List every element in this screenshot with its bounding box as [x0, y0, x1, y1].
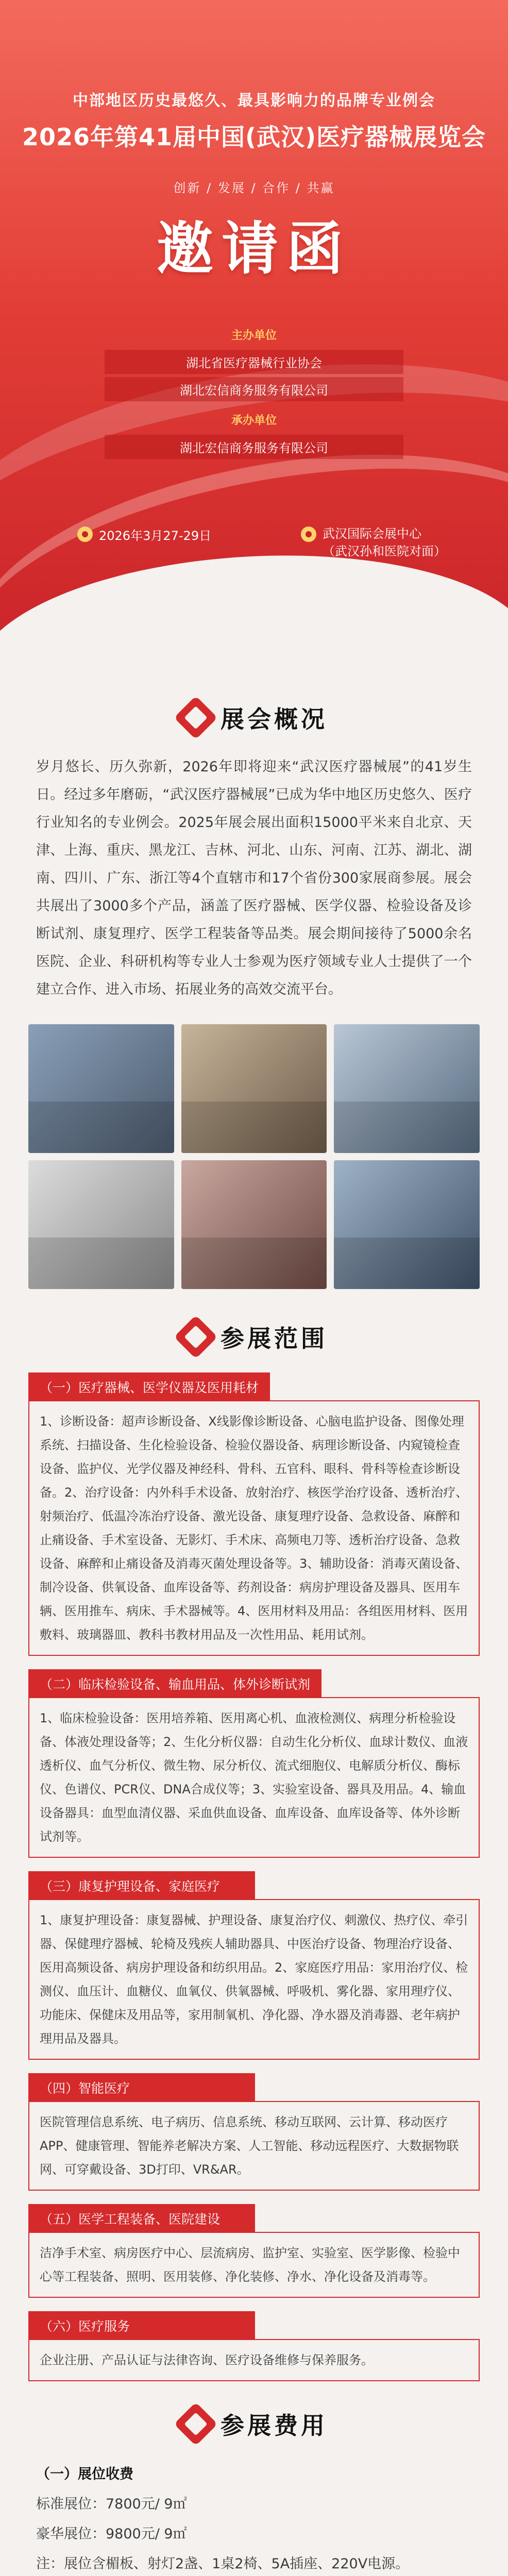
- category-body: 企业注册、产品认证与法律咨询、医疗设备维修与保养服务。: [28, 2339, 480, 2381]
- exhibition-photo: [334, 1160, 480, 1289]
- overview-text: 岁月悠长、历久弥新，2026年即将迎来“武汉医疗器械展”的41岁生日。经过多年磨砺，“武汉医疗器械展”已成为华中地区历史悠久、医疗行业知名的专业例会。2025年展会展出面积15000平米来自北京、天津、上海、重庆、黑龙江、吉林、河北、山东、河南、江苏、湖北、湖南、四川、广东、浙江等4个直辖市和17个省份300家展商参展。展会共展出了3000多个产品，涵盖了医疗器械、医学仪器、检验设备及诊断试剂、康复理疗、医学工程装备等品类。展会期间接待了5000余名医院、企业、科研机构等专业人士参观为医疗领域专业人士提供了一个建立合作、进入市场、拓展业务的高效交流平台。: [36, 759, 472, 997]
- category-body: 1、临床检验设备：医用培养箱、医用离心机、血液检测仪、病理分析检验设备、体液处理设备等；2、生化分析仪器：自动生化分析仪、血球计数仪、血液透析仪、血气分析仪、微生物、尿分析仪、流式细胞仪、电解质分析仪、酶标仪、色谱仪、PCR仪、DNA合成仪等；3、实验室设备、器具及用品。4、输血设备器具：血型血清仪器、采血供血设备、血库设备、血库设备等、体外诊断试剂等。: [28, 1697, 480, 1858]
- organizer-name: 湖北宏信商务服务有限公司: [105, 377, 403, 401]
- booth-note: 注：展位含楣板、射灯2盏、1桌2椅、5A插座、220V电源。: [36, 2556, 410, 2572]
- costs-section: [0, 2407, 508, 2576]
- category-item: [28, 2204, 480, 2298]
- overview-section: [0, 701, 508, 1289]
- category-title: （二）临床检验设备、输血用品、体外诊断试剂: [28, 1669, 321, 1698]
- scope-section: [0, 1320, 508, 2381]
- category-item: [28, 1372, 480, 1656]
- category-body: 1、康复护理设备：康复器械、护理设备、康复治疗仪、刺激仪、热疗仪、牵引器、保健理疗器械、轮椅及残疾人辅助器具、中医治疗设备、物理治疗设备、医用高频设备、病房护理设备和纺织用品。2、家庭医疗用品：家用治疗仪、检测仪、血压计、血糖仪、血氧仪、供氧器械、呼吸机、雾化器、家用理疗仪、功能床、保健床及用品等，家用制氧机、净化器、净水器及消毒器、老年病护理用品及器具。: [28, 1899, 480, 2060]
- scope-heading: 参展范围: [221, 1325, 328, 1352]
- hero-title: 2026年第41届中国(武汉)医疗器械展览会: [22, 123, 486, 151]
- organizer-name: 湖北省医疗器械行业协会: [105, 350, 403, 374]
- undertaker-name: 湖北宏信商务服务有限公司: [105, 435, 403, 459]
- exhibition-photo: [28, 1024, 174, 1153]
- hero-subtitle: 中部地区历史最悠久、最具影响力的品牌专业例会: [73, 92, 435, 110]
- cost-details: [0, 2460, 508, 2576]
- category-body: 1、诊断设备：超声诊断设备、X线影像诊断设备、心脑电监护设备、图像处理系统、扫描设备、生化检验设备、检验仪器设备、病理诊断设备、内窥镜检查设备、监护仪、光学仪器及神经科、骨科、五官科、眼科、骨科等检查诊断设备。2、治疗设备：内外科手术设备、放射治疗、核医学治疗设备、透析治疗、射频治疗、低温冷冻治疗设备、激光设备、康复理疗设备、急救设备、麻醉和止痛设备、手术室设备、无影灯、手术床、高频电刀等、透析治疗设备、急救设备、麻醉和止痛设备及消毒灭菌处理设备等。3、辅助设备：消毒灭菌设备、制冷设备、供氧设备、血库设备等、药剂设备：病房护理设备及器具、医用车辆、医用推车、病床、手术器械等。4、医用材料及用品：各组医用材料、医用敷料、玻璃器皿、教科书教材用品及一次性用品、耗用试剂。: [28, 1400, 480, 1656]
- luxury-booth-price: 豪华展位：9800元/ 9㎡: [36, 2526, 187, 2542]
- diamond-icon: [174, 1315, 218, 1359]
- costs-heading: 参展费用: [221, 2412, 328, 2439]
- location-icon: [301, 527, 316, 542]
- category-title: （四）智能医疗: [28, 2073, 255, 2102]
- event-date-text: 2026年3月27-29日: [99, 529, 212, 543]
- event-venue: [301, 526, 446, 560]
- organizer-label: 主办单位: [231, 329, 277, 342]
- invitation-heading: 邀请函: [157, 215, 351, 282]
- overview-heading: 展会概况: [221, 705, 328, 733]
- category-title: （一）医疗器械、医学仪器及医用耗材: [28, 1372, 270, 1401]
- category-body: 洁净手术室、病房医疗中心、层流病房、监护室、实验室、医学影像、检验中心等工程装备、照明、医用装修、净化装修、净水、净化设备及消毒等。: [28, 2232, 480, 2298]
- undertaker-label: 承办单位: [231, 414, 277, 427]
- exhibition-photo: [181, 1024, 327, 1153]
- booth-fee-heading: （一）展位收费: [36, 2466, 133, 2482]
- exhibition-photo: [334, 1024, 480, 1153]
- category-title: （六）医疗服务: [28, 2311, 255, 2340]
- organizers-block: [0, 319, 508, 462]
- category-list: [0, 1372, 508, 2381]
- category-title: （五）医学工程装备、医院建设: [28, 2204, 255, 2233]
- category-item: [28, 2311, 480, 2381]
- section-heading: [0, 2407, 508, 2441]
- category-item: [28, 1871, 480, 2060]
- exhibition-photo: [181, 1160, 327, 1289]
- diamond-icon: [174, 2402, 218, 2446]
- section-heading: [0, 1320, 508, 1354]
- category-item: [28, 1669, 480, 1858]
- clock-icon: [77, 527, 93, 542]
- event-date: [77, 526, 211, 560]
- diamond-icon: [174, 696, 218, 740]
- venue-note: （武汉孙和医院对面）: [323, 544, 446, 558]
- category-body: 医院管理信息系统、电子病历、信息系统、移动互联网、云计算、移动医疗APP、健康管理、智能养老解决方案、人工智能、移动远程医疗、大数据物联网、可穿戴设备、3D打印、VR&AR。: [28, 2101, 480, 2191]
- event-info: [77, 526, 446, 560]
- category-title: （三）康复护理设备、家庭医疗: [28, 1871, 255, 1900]
- standard-booth-price: 标准展位：7800元/ 9㎡: [36, 2496, 187, 2512]
- category-item: [28, 2073, 480, 2191]
- section-heading: [0, 701, 508, 735]
- photo-gallery: [0, 1004, 508, 1289]
- exhibition-photo: [28, 1160, 174, 1289]
- venue-name: 武汉国际会展中心: [323, 527, 421, 541]
- hero-banner: [0, 0, 508, 680]
- hero-slogan: 创新 / 发展 / 合作 / 共赢: [173, 181, 335, 195]
